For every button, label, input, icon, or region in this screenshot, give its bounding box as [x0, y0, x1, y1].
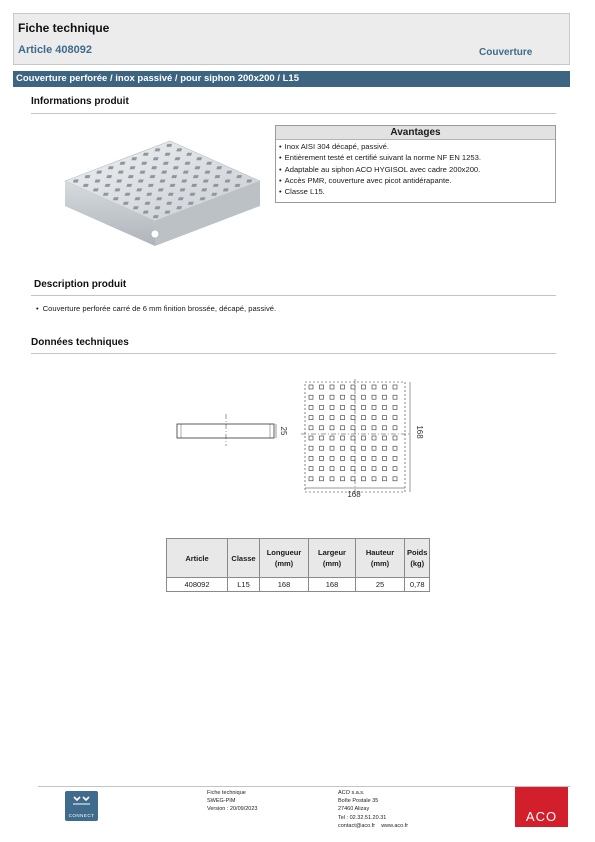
- footer-company-po: Boîte Postale 35: [338, 798, 379, 805]
- section-divider: [31, 295, 556, 296]
- table-row: [167, 578, 430, 592]
- specs-table: [166, 538, 430, 592]
- plan-hole: [351, 426, 355, 430]
- plan-hole: [362, 405, 366, 409]
- advantages-box: [275, 125, 556, 203]
- plan-hole: [309, 385, 313, 389]
- plan-hole: [393, 477, 397, 481]
- table-cell: 168: [260, 578, 309, 592]
- column-header: Poids (kg): [405, 539, 430, 578]
- plan-hole: [309, 416, 313, 420]
- plan-hole: [393, 456, 397, 460]
- plan-hole: [383, 446, 387, 450]
- plan-hole: [341, 385, 345, 389]
- doc-title: Fiche technique: [18, 21, 110, 35]
- plan-hole: [320, 436, 324, 440]
- plan-hole: [309, 456, 313, 460]
- plan-hole: [351, 395, 355, 399]
- plan-hole: [309, 436, 313, 440]
- plan-hole: [309, 477, 313, 481]
- plan-hole: [372, 456, 376, 460]
- description-item: • Couverture perforée carré de 6 mm finition brossée, décapé, passivé.: [36, 304, 276, 313]
- plan-hole: [351, 385, 355, 389]
- plan-hole: [372, 446, 376, 450]
- plan-hole: [330, 456, 334, 460]
- aco-logo: [515, 787, 568, 827]
- advantage-item: • Adaptable au siphon ACO HYGISOL avec cadre 200x200.: [279, 164, 481, 175]
- plan-hole: [393, 446, 397, 450]
- section-divider: [31, 353, 556, 354]
- plan-hole: [351, 446, 355, 450]
- plan-hole: [309, 446, 313, 450]
- column-header: Classe: [228, 539, 260, 578]
- technical-drawing: [170, 376, 430, 501]
- column-header: Article: [167, 539, 228, 578]
- plan-hole: [362, 385, 366, 389]
- plan-hole: [341, 436, 345, 440]
- product-title-bar: Couverture perforée / inox passivé / pour siphon 200x200 / L15: [13, 71, 570, 87]
- plan-hole: [330, 436, 334, 440]
- plan-hole: [393, 426, 397, 430]
- plan-hole: [330, 467, 334, 471]
- plan-hole: [393, 416, 397, 420]
- footer-phone: Tel : 02.32.51.20.31: [338, 814, 387, 821]
- footer-email-link[interactable]: contact@aco.fr: [338, 822, 376, 829]
- plan-hole: [330, 416, 334, 420]
- plan-hole: [309, 467, 313, 471]
- plan-hole: [362, 436, 366, 440]
- table-cell: 168: [309, 578, 356, 592]
- advantages-title: Avantages: [276, 126, 555, 140]
- plan-hole: [383, 405, 387, 409]
- advantage-item: • Accès PMR, couverture avec picot antidérapante.: [279, 175, 481, 186]
- table-cell: 0,78: [405, 578, 430, 592]
- category-label: Couverture: [479, 47, 533, 58]
- plan-hole: [372, 426, 376, 430]
- footer-company-name: ACO s.a.s.: [338, 790, 365, 796]
- plan-hole: [362, 416, 366, 420]
- plan-hole: [320, 385, 324, 389]
- plan-hole: [383, 385, 387, 389]
- plan-hole: [341, 456, 345, 460]
- plan-hole: [330, 426, 334, 430]
- plan-hole: [341, 395, 345, 399]
- plan-hole: [372, 395, 376, 399]
- plan-hole: [393, 467, 397, 471]
- advantage-item: • Inox AISI 304 décapé, passivé.: [279, 141, 481, 152]
- table-cell: 408092: [167, 578, 228, 592]
- plan-hole: [372, 467, 376, 471]
- advantage-item: • Classe L15.: [279, 186, 481, 197]
- plan-hole: [341, 416, 345, 420]
- footer-doc-source: SWEG-PIM: [207, 798, 236, 805]
- footer-web-link[interactable]: www.aco.fr: [381, 822, 409, 829]
- advantage-item: • Entièrement testé et certifié suivant la norme NF EN 1253.: [279, 152, 481, 163]
- plan-hole: [330, 477, 334, 481]
- footer-divider: [38, 786, 570, 787]
- plan-hole: [383, 426, 387, 430]
- plan-hole: [309, 395, 313, 399]
- plan-hole: [393, 405, 397, 409]
- plan-hole: [320, 416, 324, 420]
- column-header: Largeur (mm): [309, 539, 356, 578]
- plan-hole: [320, 426, 324, 430]
- plan-hole: [393, 385, 397, 389]
- plan-hole: [351, 436, 355, 440]
- plan-hole: [362, 446, 366, 450]
- table-cell: 25: [356, 578, 405, 592]
- plan-hole: [362, 456, 366, 460]
- plan-hole: [372, 436, 376, 440]
- height-dimension-label: 25: [279, 426, 288, 436]
- plan-hole: [309, 426, 313, 430]
- article-number: Article 408092: [18, 44, 92, 56]
- advantages-list: [279, 141, 481, 197]
- column-header: Longueur (mm): [260, 539, 309, 578]
- plan-hole: [351, 416, 355, 420]
- footer-doc-type: Fiche technique: [207, 790, 246, 796]
- plan-hole: [320, 395, 324, 399]
- plan-hole: [351, 456, 355, 460]
- plan-hole: [372, 477, 376, 481]
- plan-hole: [320, 446, 324, 450]
- plan-hole: [383, 416, 387, 420]
- plan-hole: [372, 405, 376, 409]
- side-dimension-label: 168: [415, 425, 424, 439]
- plan-hole: [383, 477, 387, 481]
- plan-hole: [320, 467, 324, 471]
- section-heading-technical: Données techniques: [31, 337, 129, 348]
- plan-hole: [320, 456, 324, 460]
- section-heading-description: Description produit: [34, 279, 127, 290]
- plan-hole: [351, 405, 355, 409]
- product-image: [60, 137, 270, 257]
- plan-hole: [362, 395, 366, 399]
- plan-hole: [320, 477, 324, 481]
- table-header-row: [167, 539, 430, 578]
- plan-hole: [383, 456, 387, 460]
- plan-hole: [330, 385, 334, 389]
- plan-hole: [351, 477, 355, 481]
- footer-doc-version: Version : 20/09/2023: [207, 806, 258, 813]
- connect-chevron-icon: [65, 791, 98, 811]
- plan-hole: [341, 477, 345, 481]
- plan-hole: [393, 395, 397, 399]
- plan-hole: [362, 426, 366, 430]
- plan-hole: [383, 436, 387, 440]
- footer-company: [338, 789, 408, 830]
- plan-hole: [372, 385, 376, 389]
- plan-hole: [330, 395, 334, 399]
- plan-hole: [330, 446, 334, 450]
- plan-hole: [341, 467, 345, 471]
- plan-hole: [383, 395, 387, 399]
- section-heading-info: Informations produit: [31, 96, 129, 107]
- plan-hole: [341, 446, 345, 450]
- aco-logo-text: ACO: [525, 809, 558, 824]
- section-divider: [31, 113, 556, 114]
- connect-logo: [65, 791, 98, 821]
- column-header: Hauteur (mm): [356, 539, 405, 578]
- footer-doc-info: [207, 789, 257, 814]
- plan-hole: [341, 426, 345, 430]
- plan-hole: [351, 467, 355, 471]
- table-cell: L15: [228, 578, 260, 592]
- plan-hole: [362, 477, 366, 481]
- plan-hole: [362, 467, 366, 471]
- plan-hole: [383, 467, 387, 471]
- plan-hole: [393, 436, 397, 440]
- plan-hole: [309, 405, 313, 409]
- connect-logo-text: CONNECT: [68, 813, 95, 818]
- plan-hole: [330, 405, 334, 409]
- bottom-dimension-label: 168: [347, 490, 361, 499]
- plan-hole: [341, 405, 345, 409]
- plan-hole: [372, 416, 376, 420]
- plan-hole: [320, 405, 324, 409]
- footer-company-city: 27460 Alizay: [338, 806, 370, 813]
